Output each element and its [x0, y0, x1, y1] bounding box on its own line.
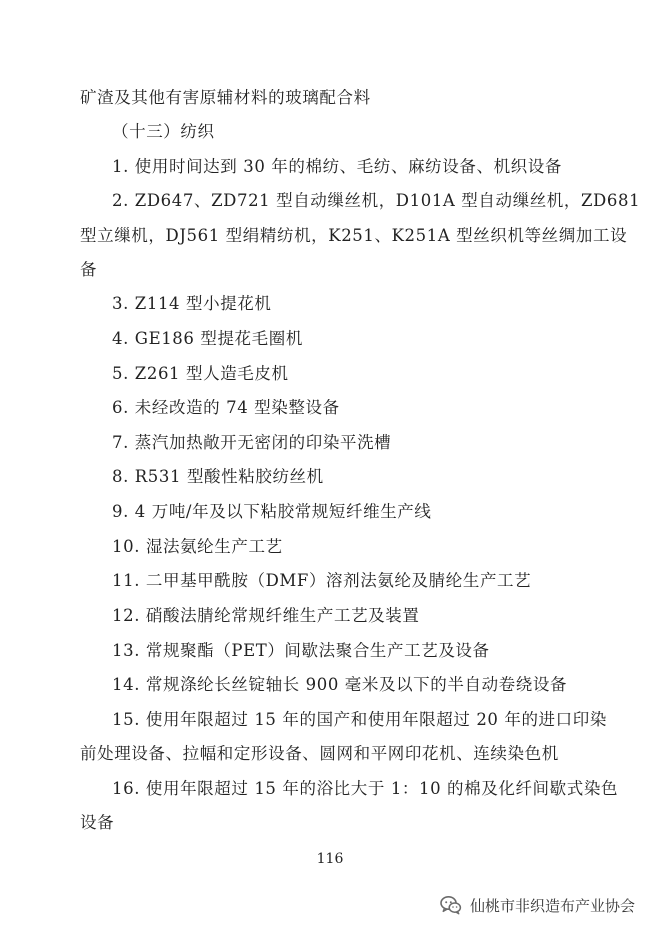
list-item-16-line-2: 设备 [80, 813, 115, 832]
list-item-15-line-1: 15. 使用年限超过 15 年的国产和使用年限超过 20 年的进口印染 [112, 710, 607, 729]
section-heading: （十三）纺织 [112, 122, 215, 141]
list-item-10: 10. 湿法氨纶生产工艺 [112, 537, 283, 556]
list-item-5: 5. Z261 型人造毛皮机 [112, 364, 289, 383]
list-item-9: 9. 4 万吨/年及以下粘胶常规短纤维生产线 [112, 502, 432, 521]
list-item-7: 7. 蒸汽加热敞开无密闭的印染平洗槽 [112, 433, 392, 452]
account-watermark [440, 890, 635, 920]
list-item-12: 12. 硝酸法腈纶常规纤维生产工艺及装置 [112, 606, 420, 625]
wechat-icon [440, 894, 462, 916]
watermark-text: 仙桃市非织造布产业协会 [470, 896, 636, 915]
list-item-11: 11. 二甲基甲酰胺（DMF）溶剂法氨纶及腈纶生产工艺 [112, 571, 532, 590]
list-item-13: 13. 常规聚酯（PET）间歇法聚合生产工艺及设备 [112, 641, 490, 660]
list-item-4: 4. GE186 型提花毛圈机 [112, 329, 303, 348]
list-item-16-line-1: 16. 使用年限超过 15 年的浴比大于 1：10 的棉及化纤间歇式染色 [112, 779, 619, 798]
list-item-1: 1. 使用时间达到 30 年的棉纺、毛纺、麻纺设备、机织设备 [112, 157, 562, 176]
list-item-15-line-2: 前处理设备、拉幅和定形设备、圆网和平网印花机、连续染色机 [80, 744, 559, 763]
list-item-2-line-1: 2. ZD647、ZD721 型自动缫丝机，D101A 型自动缫丝机，ZD681 [112, 191, 641, 210]
list-item-3: 3. Z114 型小提花机 [112, 294, 272, 313]
list-item-2-line-2: 型立缫机，DJ561 型绢精纺机，K251、K251A 型丝织机等丝绸加工设 [80, 226, 628, 245]
list-item-14: 14. 常规涤纶长丝锭轴长 900 毫米及以下的半自动卷绕设备 [112, 675, 568, 694]
page-number: 116 [316, 851, 344, 867]
list-item-6: 6. 未经改造的 74 型染整设备 [112, 398, 340, 417]
intro-line: 矿渣及其他有害原辅材料的玻璃配合料 [80, 88, 371, 107]
list-item-2-line-3: 备 [80, 260, 98, 279]
list-item-8: 8. R531 型酸性粘胶纺丝机 [112, 467, 324, 486]
